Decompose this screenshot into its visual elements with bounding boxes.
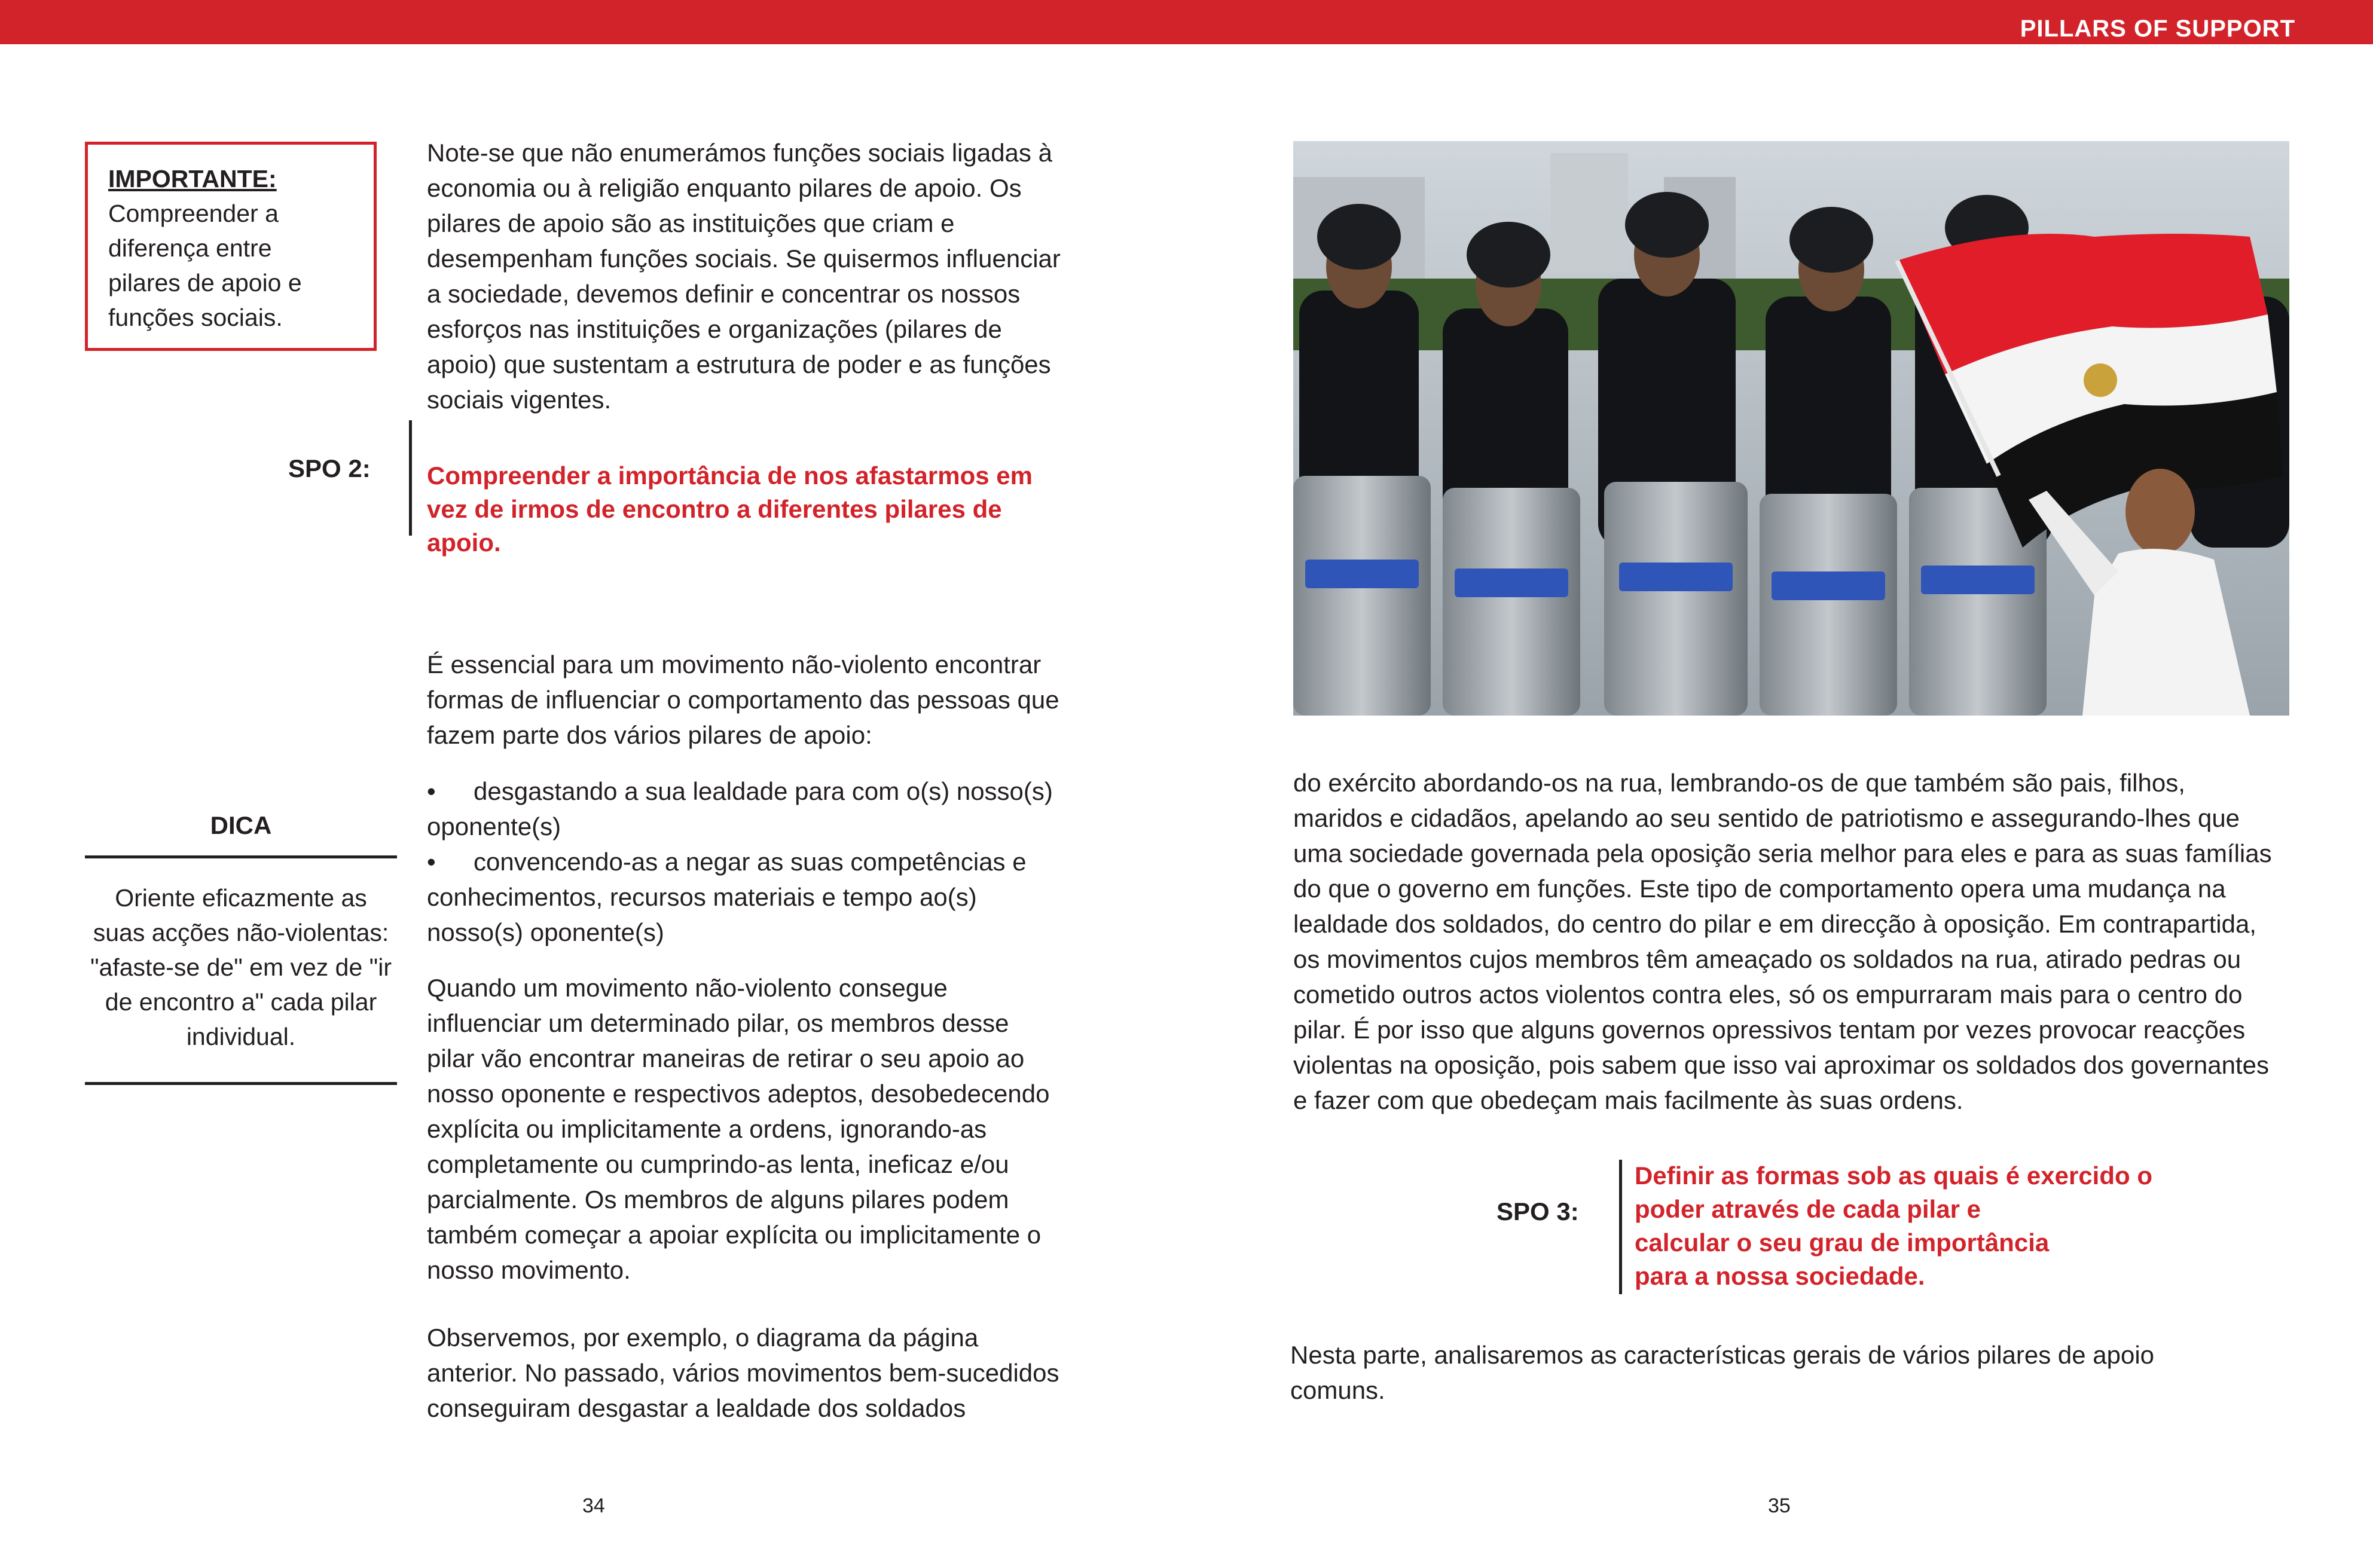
- text-line: É essencial para um movimento não-violento encontrar: [427, 650, 1042, 678]
- dica-line: individual.: [186, 1023, 296, 1050]
- dica-text: [85, 881, 397, 1054]
- text-line: cometido outros actos violentos contra eles, só os empurraram mais para o centro do: [1293, 980, 2243, 1008]
- bullet-text: convencendo-as a negar as suas competências e: [474, 848, 1027, 876]
- left-paragraph-2: [427, 647, 1108, 753]
- spo3-line: calcular o seu grau de importância: [1635, 1228, 2050, 1257]
- text-line: nosso movimento.: [427, 1256, 631, 1284]
- text-line: lealdade dos soldados, do centro do pilar e em direcção à oposição. Em contrapartida,: [1293, 910, 2256, 938]
- spo3-line: poder através de cada pilar e: [1635, 1195, 1981, 1223]
- text-line: fazem parte dos vários pilares de apoio:: [427, 721, 872, 749]
- dica-rule-bottom: [85, 1082, 397, 1085]
- bullet-list: [427, 774, 1108, 950]
- spo3-objective: [1635, 1159, 2292, 1293]
- text-line: pilares de apoio são as instituições que criam e: [427, 209, 955, 237]
- spo3-line: Definir as formas sob as quais é exercido o: [1635, 1162, 2152, 1190]
- bullet-text: conhecimentos, recursos materiais e tempo ao(s): [427, 883, 977, 911]
- dica-title: DICA: [210, 811, 272, 839]
- text-line: comuns.: [1290, 1376, 1385, 1404]
- header-title: PILLARS OF SUPPORT: [2020, 16, 2295, 42]
- dica-line: "afaste-se de" em vez de "ir: [90, 953, 392, 981]
- importante-title: IMPORTANTE:: [108, 165, 277, 192]
- text-line: do exército abordando-os na rua, lembrando-os de que também são pais, filhos,: [1293, 769, 2185, 797]
- importante-line: Compreender a: [108, 200, 279, 227]
- spo2-objective: [427, 459, 1108, 560]
- text-line: desempenham funções sociais. Se quisermos influenciar: [427, 244, 1061, 273]
- text-line: pilar vão encontrar maneiras de retirar o seu apoio ao: [427, 1044, 1025, 1072]
- text-line: também começar a apoiar explícita ou implicitamente o: [427, 1221, 1042, 1249]
- text-line: maridos e cidadãos, apelando ao seu sentido de patriotismo e assegurando-lhes que: [1293, 804, 2240, 832]
- text-line: do que o governo em funções. Este tipo de comportamento opera uma mudança na: [1293, 875, 2226, 903]
- spo2-label: SPO 2:: [288, 454, 371, 482]
- text-line: parcialmente. Os membros de alguns pilares podem: [427, 1185, 1009, 1214]
- dica-line: Oriente eficazmente as: [115, 884, 367, 912]
- text-line: sociais vigentes.: [427, 386, 612, 414]
- left-paragraph-4: [427, 1320, 1108, 1426]
- bullet-text: oponente(s): [427, 812, 561, 840]
- bullet-text: desgastando a sua lealdade para com o(s) nosso(s): [474, 777, 1053, 805]
- bullet-text: nosso(s) oponente(s): [427, 918, 664, 946]
- protest-photo-icon: [1293, 141, 2289, 716]
- left-paragraph-1: [427, 135, 1108, 417]
- dica-rule-top: [85, 855, 397, 858]
- text-line: uma sociedade governada pela oposição seria melhor para eles e para as suas famílias: [1293, 839, 2272, 867]
- dica-line: suas acções não-violentas:: [93, 919, 389, 946]
- text-line: conseguiram desgastar a lealdade dos soldados: [427, 1394, 966, 1422]
- text-line: nosso oponente e respectivos adeptos, desobedecendo: [427, 1080, 1050, 1108]
- bullet-dot: •: [427, 848, 436, 876]
- page-number-left: 34: [582, 1494, 605, 1517]
- text-line: Observemos, por exemplo, o diagrama da página: [427, 1324, 979, 1352]
- text-line: explícita ou implicitamente a ordens, ignorando-as: [427, 1115, 987, 1143]
- text-line: influenciar um determinado pilar, os membros desse: [427, 1009, 1009, 1037]
- text-line: economia ou à religião enquanto pilares de apoio. Os: [427, 174, 1022, 202]
- left-paragraph-3: [427, 970, 1108, 1288]
- importante-line: funções sociais.: [108, 304, 283, 331]
- text-line: e fazer com que obedeçam mais facilmente às suas ordens.: [1293, 1086, 1963, 1114]
- bullet-item: [427, 844, 1108, 950]
- text-line: esforços nas instituições e organizações (pilares de: [427, 315, 1002, 343]
- importante-line: diferença entre: [108, 234, 272, 262]
- text-line: Note-se que não enumerámos funções sociais ligadas à: [427, 139, 1052, 167]
- spo2-divider: [409, 420, 412, 536]
- text-line: anterior. No passado, vários movimentos bem-sucedidos: [427, 1359, 1059, 1387]
- dica-line: de encontro a" cada pilar: [105, 988, 377, 1016]
- spo3-label: SPO 3:: [1497, 1197, 1579, 1225]
- text-line: a sociedade, devemos definir e concentrar os nossos: [427, 280, 1021, 308]
- spo3-line: para a nossa sociedade.: [1635, 1262, 1925, 1290]
- bullet-dot: •: [427, 777, 436, 805]
- spo3-divider: [1619, 1160, 1622, 1294]
- page-number-right: 35: [1768, 1494, 1791, 1517]
- header-bar: [0, 0, 2373, 44]
- spo2-line: Compreender a importância de nos afastarmos em: [427, 461, 1033, 490]
- text-line: os movimentos cujos membros têm ameaçado os soldados na rua, atirado pedras ou: [1293, 945, 2241, 973]
- text-line: Quando um movimento não-violento consegue: [427, 974, 948, 1002]
- text-line: formas de influenciar o comportamento das pessoas que: [427, 686, 1059, 714]
- right-paragraph-1: [1293, 765, 2310, 1118]
- importante-box: [85, 142, 377, 351]
- spo2-line: apoio.: [427, 528, 501, 557]
- text-line: pilar. É por isso que alguns governos opressivos tentam por vezes provocar reacções: [1293, 1016, 2246, 1044]
- right-paragraph-2: [1290, 1337, 2307, 1408]
- bullet-item: [427, 774, 1108, 844]
- text-line: violentas na oposição, pois sabem que isso vai aproximar os soldados dos governantes: [1293, 1051, 2269, 1079]
- text-line: apoio) que sustentam a estrutura de poder e as funções: [427, 350, 1051, 378]
- text-line: completamente ou cumprindo-as lenta, ineficaz e/ou: [427, 1150, 1009, 1178]
- spo2-line: vez de irmos de encontro a diferentes pilares de: [427, 495, 1002, 523]
- text-line: Nesta parte, analisaremos as características gerais de vários pilares de apoio: [1290, 1341, 2155, 1369]
- importante-line: pilares de apoio e: [108, 269, 302, 297]
